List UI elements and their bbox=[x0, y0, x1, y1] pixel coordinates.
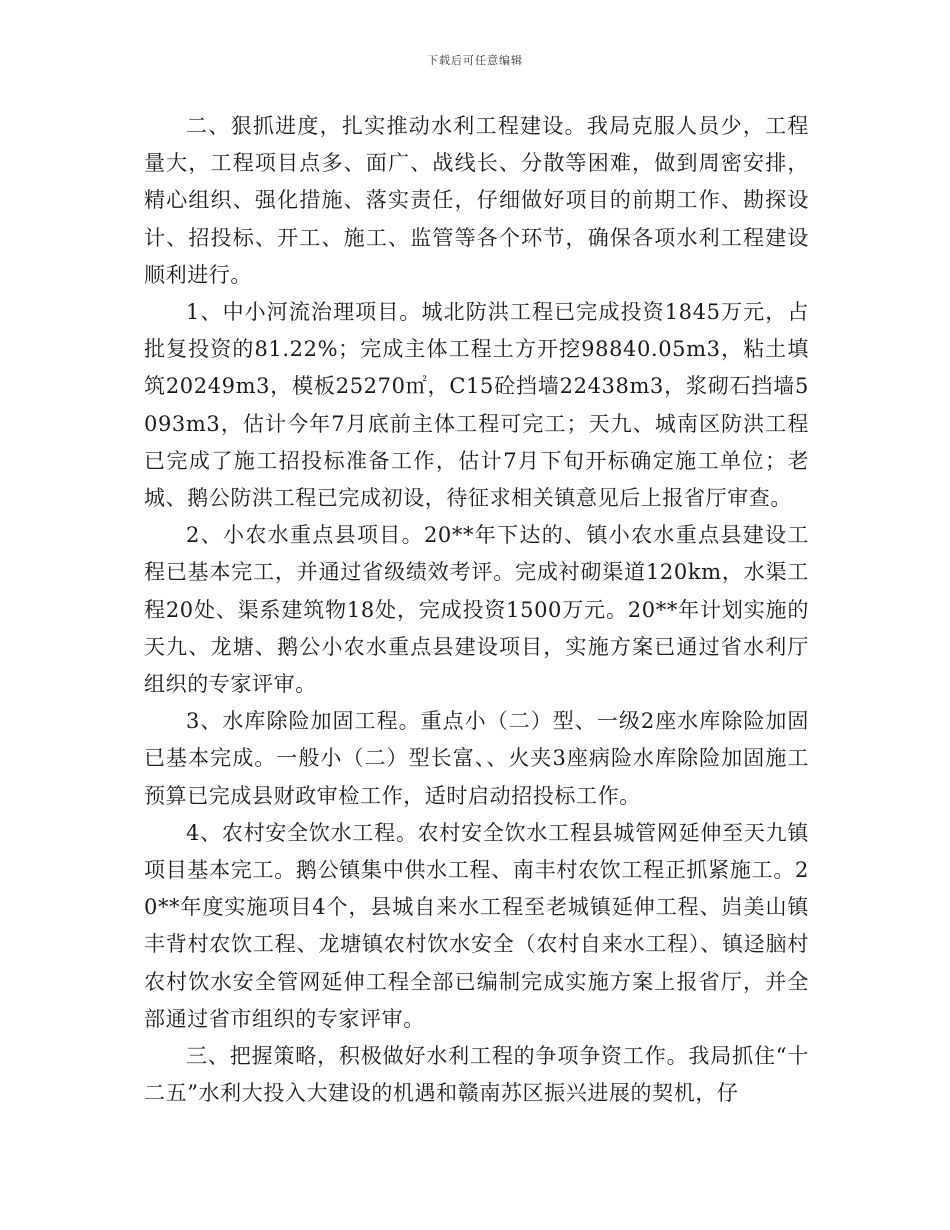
document-body bbox=[144, 108, 809, 1112]
paragraph-section-two: 二、狠抓进度，扎实推动水利工程建设。我局克服人员少，工程量大，工程项目点多、面广、战线长、分散等困难，做到周密安排，精心组织、强化措施、落实责任，仔细做好项目的前期工作、勘探设计、招投标、开工、施工、监管等各个环节，确保各项水利工程建设顺利进行。 bbox=[144, 114, 809, 287]
page-header: 下载后可任意编辑 bbox=[427, 54, 523, 67]
paragraph-item-1-river-governance: 1、中小河流治理项目。城北防洪工程已完成投资1845万元，占批复投资的81.22%；完成主体工程土方开挖98840.05m3，粘土填筑20249m3，模板25270㎡，C15砼挡墙22438m3，浆砌石挡墙5093m3，估计今年7月底前主体工程可完工；天九、城南区防洪工程已完成了施工招投标准备工作，估计7月下旬开标确定施工单位；老城、鹅公防洪工程已完成初设，待征求相关镇意见后上报省厅审查。 bbox=[144, 300, 809, 511]
paragraph-item-3-reservoir-reinforcement: 3、水库除险加固工程。重点小（二）型、一级2座水库除险加固已基本完成。一般小（二）型长富、、火夹3座病险水库除险加固施工预算已完成县财政审检工作，适时启动招投标工作。 bbox=[144, 709, 809, 808]
paragraph-item-4-rural-drinking-water: 4、农村安全饮水工程。农村安全饮水工程县城管网延伸至天九镇项目基本完工。鹅公镇集中供水工程、南丰村农饮工程正抓紧施工。20**年度实施项目4个，县城自来水工程至老城镇延伸工程、岿美山镇丰背村农饮工程、龙塘镇农村饮水安全（农村自来水工程）、镇迳脑村农村饮水安全管网延伸工程全部已编制完成实施方案上报省厅，并全部通过省市组织的专家评审。 bbox=[144, 820, 809, 1031]
paragraph-section-three: 三、把握策略，积极做好水利工程的争项争资工作。我局抓住“十二五”水利大投入大建设的机遇和赣南苏区振兴进展的契机，仔 bbox=[144, 1044, 809, 1106]
paragraph-item-2-small-farmland-water: 2、小农水重点县项目。20**年下达的、镇小农水重点县建设工程已基本完工，并通过省级绩效考评。完成衬砌渠道120km，水渠工程20处、渠系建筑物18处，完成投资1500万元。20**年计划实施的天九、龙塘、鹅公小农水重点县建设项目，实施方案已通过省水利厅组织的专家评审。 bbox=[144, 523, 809, 697]
